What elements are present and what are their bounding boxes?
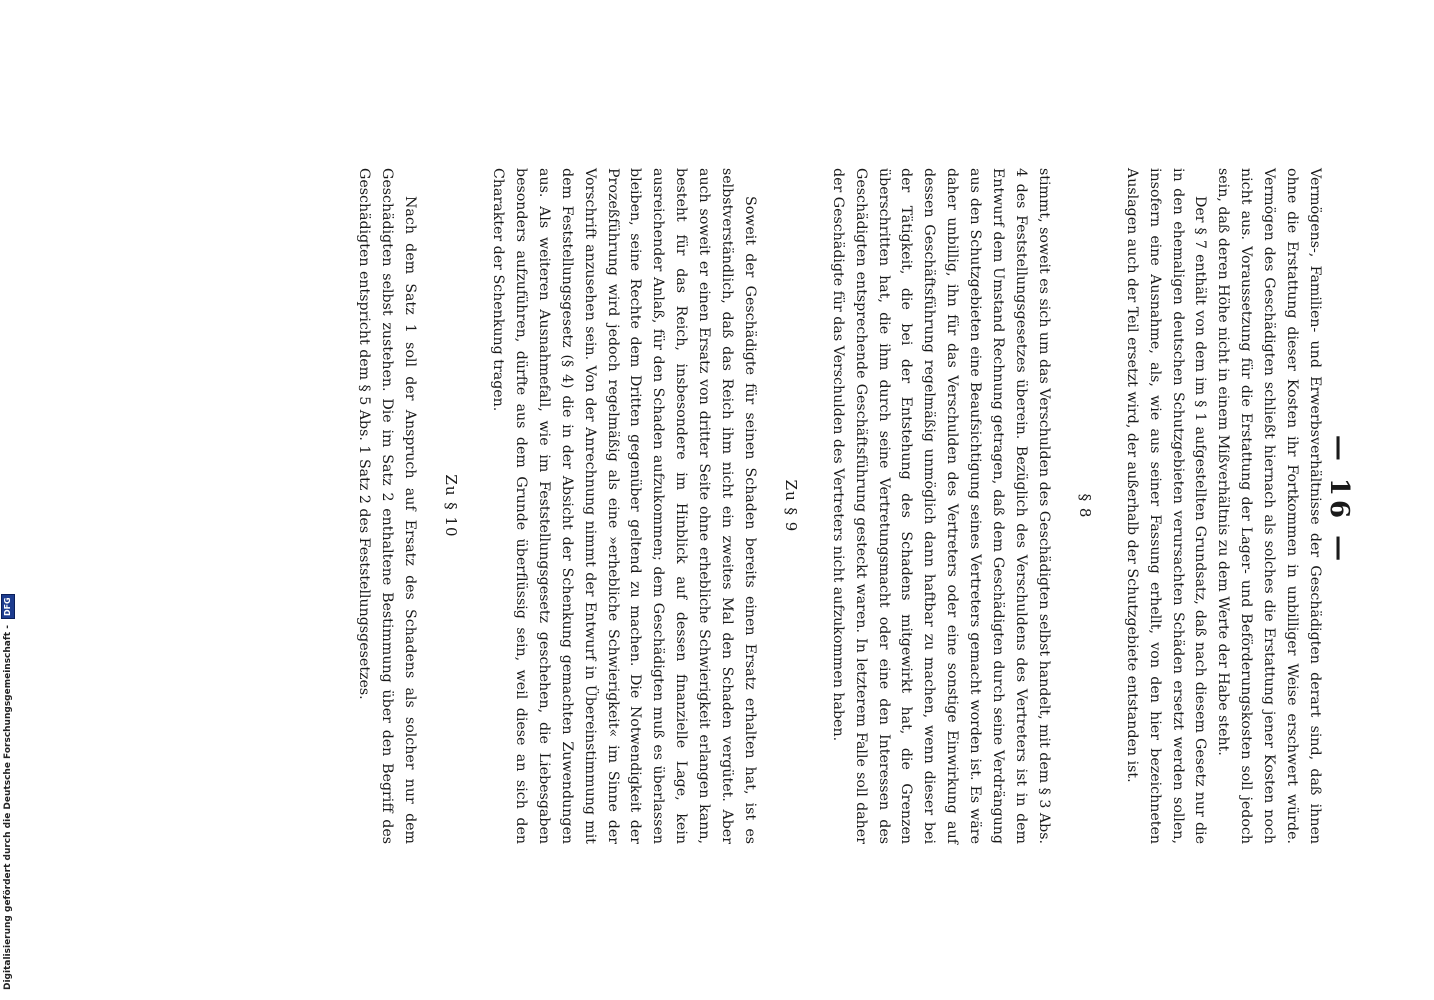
text-column — [352, 168, 1326, 844]
page-number: — 16 — — [1324, 434, 1354, 566]
dfg-logo-icon: DFG — [1, 594, 15, 619]
paragraph-section-9: Soweit der Geschädigte für seinen Schaden bereits einen Ersatz erhalten hat, ist es selbstverständlich, daß das Reich ihm nicht ein zweites Mal den Schaden vergütet. Aber auch soweit er einen Ersatz von dritter Seite ohne erhebliche Schwierigkeit erlangen kann, besteht für das Reich, insbesondere im Hinblick auf dessen finanzielle Lage, kein ausreichender Anlaß, für den Schaden aufzukommen; dem Geschädigten muß es überlassen bleiben, seine Rechte dem Dritten gegenüber geltend zu machen. Die Notwendigkeit der Prozeßführung wird jedoch regelmäßig als eine »erhebliche Schwierigkeit« im Sinne der Vorschrift anzusehen sein. Von der Anrechnung nimmt der Entwurf in Übereinstimmung mit dem Feststellungsgesetz (§ 4) die in der Absicht der Schenkung gemachten Zuwendungen aus. Als weiteren Ausnahmefall, wie im Feststellungsgesetz geschehen, die Liebesgaben besonders aufzuführen, dürfte aus dem Grunde überflüssig sein, weil diese an sich den Charakter der Schenkung tragen. — [490, 168, 758, 844]
imprint-text: Digitalisierung gefördert durch die Deutsche Forschungsgemeinschaft - — [3, 625, 13, 990]
paragraph-section-7: Der § 7 enthält von dem im § 1 aufgestellten Grundsatz, daß nach diesem Gesetz nur die in den ehemaligen deutschen Schutzgebieten verursachten Schäden ersetzt werden sollen, insofern eine Ausnahme, als, wie aus seiner Fassung erhellt, von den hier bezeichneten Auslagen auch der Teil ersetzt wird, der außerhalb der Schutzgebiete entstanden ist. — [1123, 168, 1209, 844]
paragraph-section-8: stimmt, soweit es sich um das Verschulden des Geschädigten selbst handelt, mit dem § 3 Abs. 4 des Feststellungsgesetzes überein. Bezüglich des Verschuldens des Vertreters ist in dem Entwurf dem Umstand Rechnung getragen, daß dem Geschädigten durch seine Verdrängung aus den Schutzgebieten eine Beaufsichtigung seines Vertreters gemacht worden ist. Es wäre daher unbillig, ihn für das Verschulden des Vertreters oder eine sonstige Einwirkung auf dessen Geschäftsführung regelmäßig unmöglich dann haftbar zu machen, wenn dieser bei der Tätigkeit, die bei der Entstehung des Schadens mitgewirkt hat, die Grenzen überschritten hat, die ihm durch seine Vertretungsmacht oder eine den Interessen des Geschädigten entsprechende Geschäftsführung gesteckt waren. In letzterem Falle soll daher der Geschädigte für das Verschulden des Vertreters nicht aufzukommen haben. — [829, 168, 1052, 844]
paragraph-section-10: Nach dem Satz 1 soll der Anspruch auf Ersatz des Schadens als solcher nur dem Geschädigten selbst zustehen. Die im Satz 2 enthaltene Bestimmung über den Begriff des Geschädigten entspricht dem § 5 Abs. 1 Satz 2 des Feststellungsgesetzes. — [356, 168, 419, 844]
paragraph-continuation: Vermögens-, Familien- und Erwerbsverhältnisse der Geschädigten derart sind, daß ihnen ohne die Erstattung dieser Kosten ihr Fortkommen in unbilliger Weise erschwert würde. Vermögen des Geschädigten schließt hiernach als solches die Erstattung jener Kosten noch nicht aus. Voraussetzung für die Erstattung der Lager- und Beförderungskosten soll jedoch sein, daß deren Höhe nicht in einem Mißverhältnis zu dem Werte der Habe steht. — [1215, 168, 1323, 844]
section-heading-zu-10: Zu § 10 — [442, 474, 461, 538]
digitization-imprint — [0, 0, 16, 990]
section-heading-8: § 8 — [1075, 493, 1094, 519]
section-heading-zu-9: Zu § 9 — [781, 479, 800, 533]
